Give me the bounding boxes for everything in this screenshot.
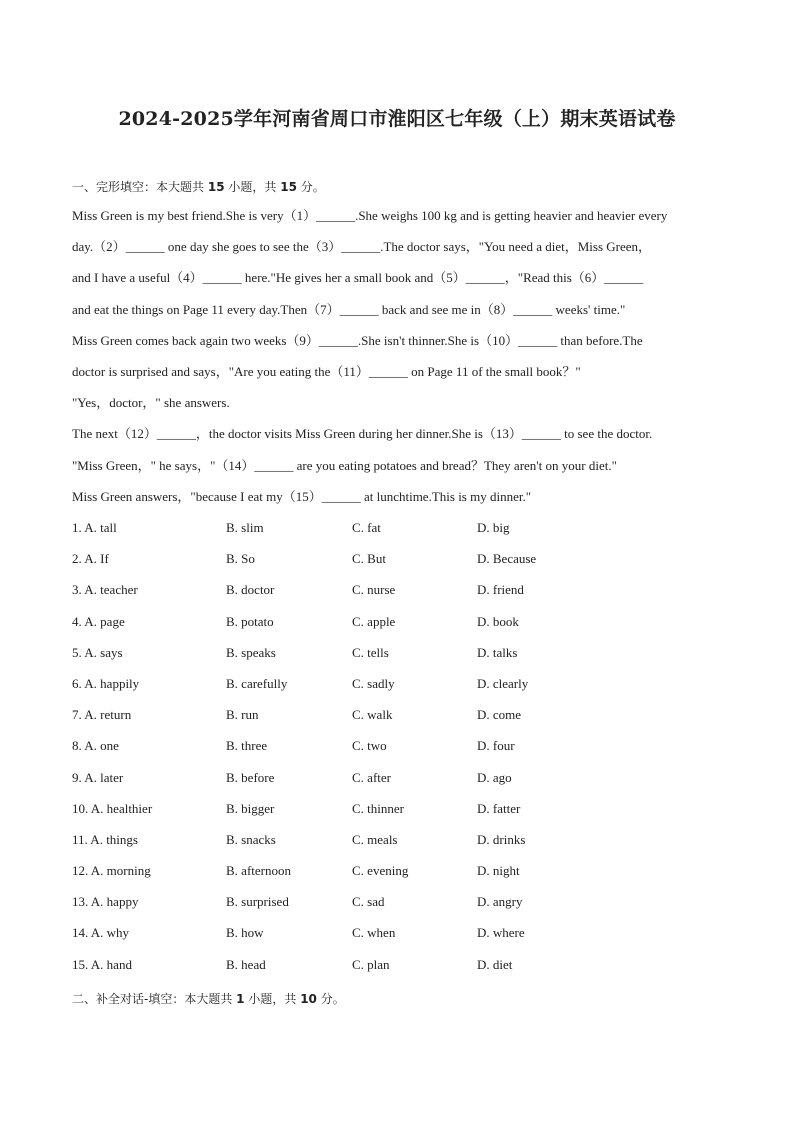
option-b: B. carefully — [226, 675, 288, 691]
option-c: C. plan — [352, 956, 390, 972]
score-total: 15 — [280, 180, 297, 194]
option-d: D. four — [477, 738, 515, 754]
section-heading-dialogue — [72, 990, 345, 1007]
option-row — [72, 580, 672, 611]
option-b: B. before — [226, 769, 275, 785]
option-c: C. sadly — [352, 675, 395, 691]
option-row — [72, 736, 672, 767]
option-d: D. come — [477, 707, 522, 723]
option-a: 14. A. why — [72, 925, 130, 941]
option-b: B. doctor — [226, 582, 275, 598]
option-b: B. three — [226, 738, 268, 754]
option-d: D. diet — [477, 956, 513, 972]
option-b: B. afternoon — [226, 863, 291, 879]
option-b: B. potato — [226, 613, 274, 629]
section-heading-text: 小题，共 — [228, 180, 277, 194]
option-a: 2. A. If — [72, 551, 109, 567]
option-row — [72, 643, 672, 674]
option-row — [72, 955, 672, 986]
option-d: D. fatter — [477, 800, 521, 816]
answer-options — [72, 518, 672, 986]
passage-line: "Yes，doctor，" she answers. — [72, 395, 230, 411]
option-c: C. thinner — [352, 800, 404, 816]
passage-line: and eat the things on Page 11 every day.Then（7）______ back and see me in（8）______ weeks' time." — [72, 301, 626, 317]
question-count: 1 — [236, 992, 245, 1006]
option-c: C. walk — [352, 707, 393, 723]
option-c: C. sad — [352, 894, 385, 910]
option-c: C. meals — [352, 831, 398, 847]
option-d: D. ago — [477, 769, 512, 785]
option-b: B. how — [226, 925, 264, 941]
option-b: B. speaks — [226, 644, 276, 660]
question-count: 15 — [207, 180, 225, 194]
option-a: 12. A. morning — [72, 863, 151, 879]
option-row — [72, 923, 672, 954]
option-d: D. talks — [477, 644, 518, 660]
option-row — [72, 549, 672, 580]
option-a: 6. A. happily — [72, 675, 140, 691]
option-c: C. nurse — [352, 582, 396, 598]
option-c: C. two — [352, 738, 387, 754]
option-b: B. surprised — [226, 894, 289, 910]
passage-line: doctor is surprised and says，"Are you eating the（11）______ on Page 11 of the small book？" — [72, 363, 581, 379]
option-d: D. angry — [477, 894, 523, 910]
option-b: B. So — [226, 551, 255, 567]
option-a: 7. A. return — [72, 707, 132, 723]
passage-line: Miss Green is my best friend.She is very（1）______.She weighs 100 kg and is getting heavier and heavier every — [72, 208, 668, 223]
passage-line: The next（12）______，the doctor visits Miss Green during her dinner.She is（13）______ to see the doctor. — [72, 426, 653, 442]
option-d: D. book — [477, 613, 519, 629]
option-c: C. evening — [352, 863, 409, 879]
option-a: 15. A. hand — [72, 956, 132, 972]
option-b: B. bigger — [226, 800, 275, 816]
option-d: D. big — [477, 520, 510, 535]
option-c: C. tells — [352, 644, 389, 660]
option-a: 9. A. later — [72, 769, 124, 785]
option-a: 3. A. teacher — [72, 582, 138, 598]
option-row — [72, 768, 672, 799]
option-d: D. drinks — [477, 831, 526, 847]
section-heading-text: 一、完形填空：本大题共 — [72, 180, 205, 194]
page-title: 2024-2025学年河南省周口市淮阳区七年级（上）期末英语试卷 — [118, 108, 676, 130]
option-c: C. after — [352, 769, 391, 785]
section-heading-text: 分。 — [320, 992, 345, 1006]
option-a: 5. A. says — [72, 644, 123, 660]
score-total: 10 — [300, 992, 317, 1006]
option-d: D. Because — [477, 551, 537, 567]
section-heading-cloze — [72, 178, 325, 195]
option-a: 10. A. healthier — [72, 800, 153, 816]
option-row — [72, 830, 672, 861]
passage-line: day.（2）______ one day she goes to see the（3）______.The doctor says，"You need a diet，Miss Green， — [72, 239, 652, 255]
option-d: D. where — [477, 925, 525, 941]
passage-line: Miss Green answers，"because I eat my（15）______ at lunchtime.This is my dinner." — [72, 488, 532, 504]
option-a: 11. A. things — [72, 831, 138, 847]
option-c: C. But — [352, 551, 386, 567]
option-row — [72, 799, 672, 830]
cloze-passage — [72, 206, 732, 518]
option-row — [72, 861, 672, 892]
option-a: 13. A. happy — [72, 894, 139, 910]
option-a: 8. A. one — [72, 738, 119, 754]
option-d: D. friend — [477, 582, 524, 598]
option-b: B. head — [226, 956, 266, 972]
option-c: C. fat — [352, 520, 381, 535]
section-heading-text: 分。 — [300, 180, 325, 194]
section-heading-text: 二、补全对话-填空：本大题共 — [72, 992, 233, 1006]
option-d: D. night — [477, 863, 520, 879]
passage-line: Miss Green comes back again two weeks（9）______.She isn't thinner.She is（10）______ than before.The — [72, 332, 643, 348]
option-d: D. clearly — [477, 675, 529, 691]
option-a: 1. A. tall — [72, 520, 117, 535]
option-c: C. apple — [352, 613, 396, 629]
option-b: B. slim — [226, 520, 264, 535]
passage-line: and I have a useful（4）______ here."He gives her a small book and（5）______，"Read this（6）______ — [72, 270, 644, 286]
option-row — [72, 518, 672, 549]
option-a: 4. A. page — [72, 613, 125, 629]
option-b: B. snacks — [226, 831, 276, 847]
option-b: B. run — [226, 707, 259, 723]
option-c: C. when — [352, 925, 396, 941]
option-row — [72, 612, 672, 643]
option-row — [72, 705, 672, 736]
option-row — [72, 892, 672, 923]
section-heading-text: 小题，共 — [248, 992, 297, 1006]
passage-line: "Miss Green，" he says，"（14）______ are you eating potatoes and bread？They aren't on your diet." — [72, 457, 617, 473]
option-row — [72, 674, 672, 705]
